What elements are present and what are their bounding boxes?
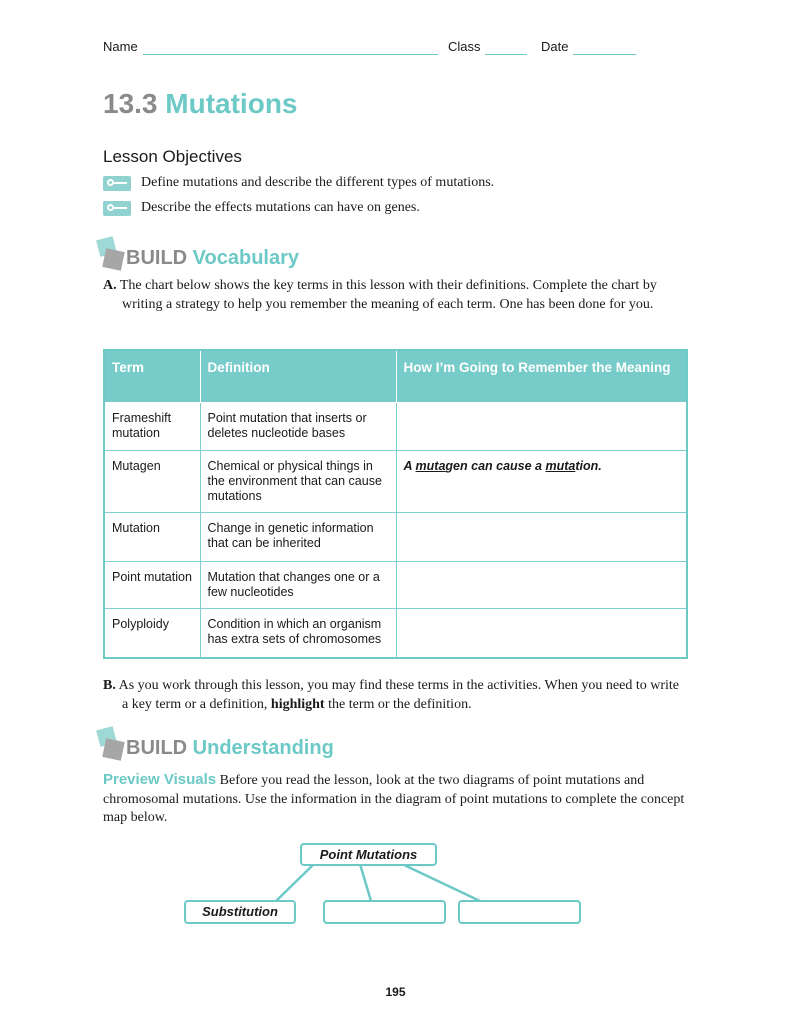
section-title: Mutations xyxy=(165,88,298,119)
term-cell: Point mutation xyxy=(104,561,200,608)
page-number: 195 xyxy=(385,985,406,999)
definition-cell: Chemical or physical things in the environment that can cause mutations xyxy=(200,450,396,512)
connector-line xyxy=(402,864,480,901)
name-label: Name xyxy=(103,39,138,54)
concept-map-root: Point Mutations xyxy=(300,843,437,866)
concept-map-blank-box[interactable] xyxy=(323,900,446,924)
remember-cell-example: A mutagen can cause a mutation. xyxy=(396,450,687,512)
section-b-instructions: B. As you work through this lesson, you may find these terms in the activities. When you need to write a key term or a definition, highlight the term or the definition. xyxy=(103,678,680,712)
definition-cell: Change in genetic information that can be inherited xyxy=(200,512,396,561)
connector-line xyxy=(360,864,371,901)
definition-cell: Point mutation that inserts or deletes nucleotide bases xyxy=(200,402,396,450)
lesson-objectives-heading: Lesson Objectives xyxy=(103,147,242,166)
preview-visuals-text: Before you read the lesson, look at the two diagrams of point mutations and chromosomal mutations. Use the information in the diagram of point mutations to complete the concept map below. xyxy=(103,773,685,825)
connector-line xyxy=(276,864,314,901)
column-header-definition: Definition xyxy=(200,350,396,402)
preview-visuals-label: Preview Visuals xyxy=(103,771,217,788)
section-a-letter: A. xyxy=(103,278,117,293)
section-number: 13.3 xyxy=(103,88,158,119)
term-cell: Mutation xyxy=(104,512,200,561)
definition-cell: Mutation that changes one or a few nucleotides xyxy=(200,561,396,608)
concept-map-blank-box[interactable] xyxy=(458,900,581,924)
term-cell: Mutagen xyxy=(104,450,200,512)
column-header-remember: How I’m Going to Remember the Meaning xyxy=(396,350,687,402)
build-label: BUILD xyxy=(126,247,188,269)
highlight-word: highlight xyxy=(270,696,325,712)
term-cell: Polyploidy xyxy=(104,608,200,658)
objective-text: Define mutations and describe the different types of mutations. xyxy=(141,175,495,190)
objective-text: Describe the effects mutations can have on genes. xyxy=(141,200,420,215)
class-label: Class xyxy=(448,39,481,54)
section-a-text: The chart below shows the key terms in this lesson with their definitions. Complete the chart by writing a strategy to help you remember the meaning of each term. One has been done for you. xyxy=(119,278,657,312)
date-label: Date xyxy=(541,39,569,54)
understanding-label: Understanding xyxy=(192,737,334,759)
build-label: BUILD xyxy=(126,737,188,759)
term-cell: Frameshift mutation xyxy=(104,402,200,450)
concept-map-substitution: Substitution xyxy=(184,900,296,924)
column-header-term: Term xyxy=(104,350,200,402)
vocabulary-label: Vocabulary xyxy=(192,247,300,269)
definition-cell: Condition in which an organism has extra sets of chromosomes xyxy=(200,608,396,658)
section-b-letter: B. xyxy=(103,678,116,693)
